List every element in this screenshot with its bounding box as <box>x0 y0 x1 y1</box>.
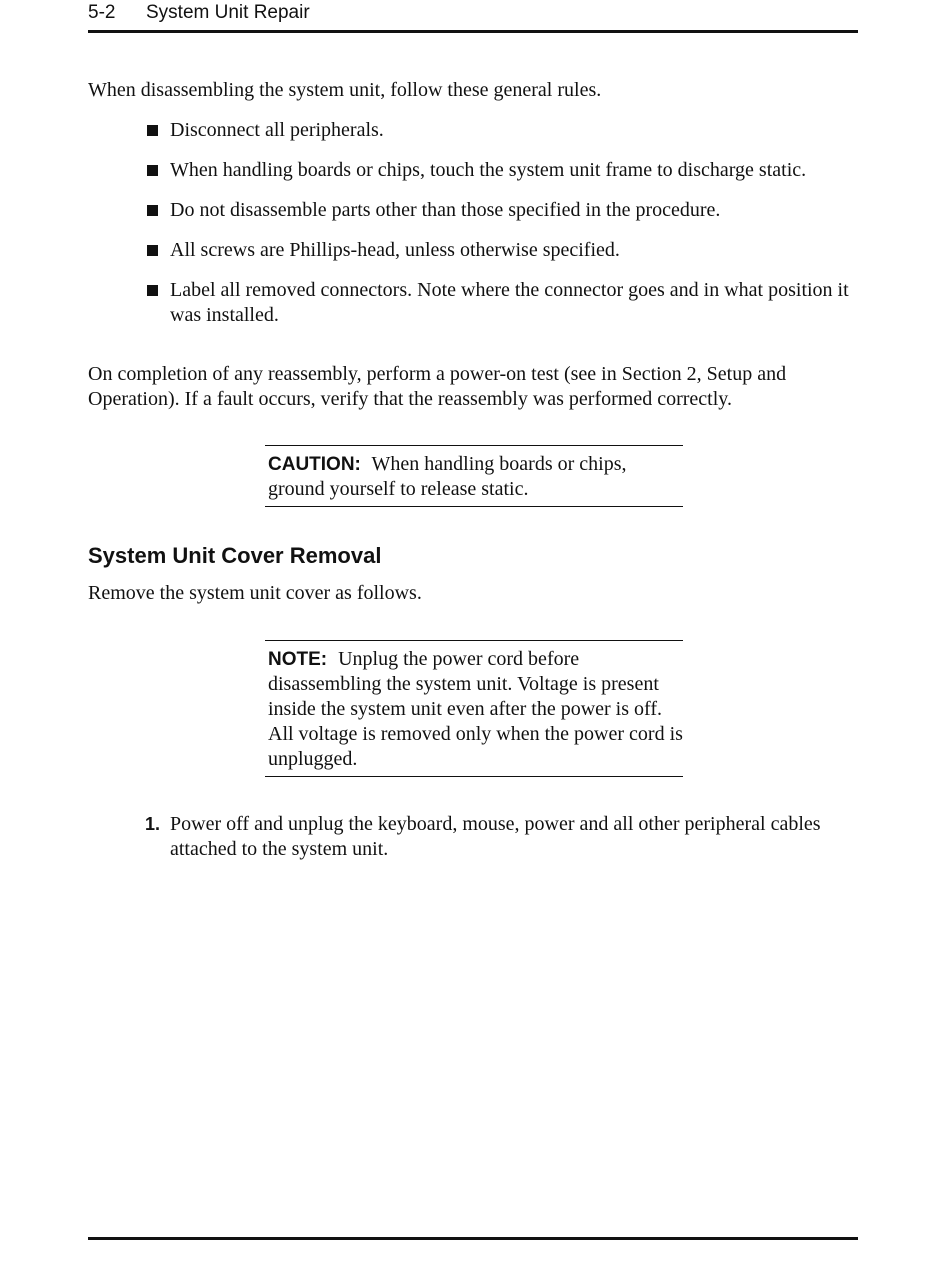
list-item-text: When handling boards or chips, touch the system unit frame to discharge static. <box>170 159 807 181</box>
page-header <box>88 2 858 30</box>
square-bullet-icon <box>147 285 158 296</box>
caution-label: CAUTION: <box>268 454 361 475</box>
step-text: Power off and unplug the keyboard, mouse, power and all other peripheral cables attached to the system unit. <box>170 813 821 860</box>
list-item-text: All screws are Phillips-head, unless otherwise specified. <box>170 239 620 261</box>
procedure-step <box>145 812 858 862</box>
caution-text: When handling boards or chips, ground yourself to release static. <box>268 453 627 500</box>
list-item <box>145 238 858 263</box>
list-item-text: Disconnect all peripherals. <box>170 119 384 141</box>
step-number: 1. <box>145 814 161 834</box>
list-item <box>145 198 858 223</box>
list-item <box>145 158 858 183</box>
square-bullet-icon <box>147 125 158 136</box>
note-label: NOTE: <box>268 649 328 670</box>
list-item-text: Label all removed connectors. Note where the connector goes and in what position it was installed. <box>170 279 849 326</box>
note-box <box>265 640 683 777</box>
section-heading: System Unit Cover Removal <box>88 543 382 568</box>
square-bullet-icon <box>147 205 158 216</box>
list-item <box>145 278 858 328</box>
section-intro: Remove the system unit cover as follows. <box>88 582 422 604</box>
caution-box <box>265 445 683 507</box>
list-item <box>145 118 858 143</box>
list-item-text: Do not disassemble parts other than those specified in the procedure. <box>170 199 721 221</box>
completion-paragraph: On completion of any reassembly, perform a power-on test (see in Section 2, Setup and Operation). If a fault occurs, verify that the reassembly was performed correctly. <box>88 363 787 410</box>
square-bullet-icon <box>147 165 158 176</box>
general-rules-list <box>145 118 858 343</box>
footer-rule <box>88 1237 858 1240</box>
running-section-title: System Unit Repair <box>146 2 310 23</box>
page-number: 5-2 <box>88 2 116 23</box>
header-rule <box>88 30 858 33</box>
square-bullet-icon <box>147 245 158 256</box>
note-text: Unplug the power cord before disassembling the system unit. Voltage is present inside the system unit even after the power is off. All voltage is removed only when the power cord is unplugged. <box>268 648 683 770</box>
intro-paragraph: When disassembling the system unit, follow these general rules. <box>88 79 602 101</box>
